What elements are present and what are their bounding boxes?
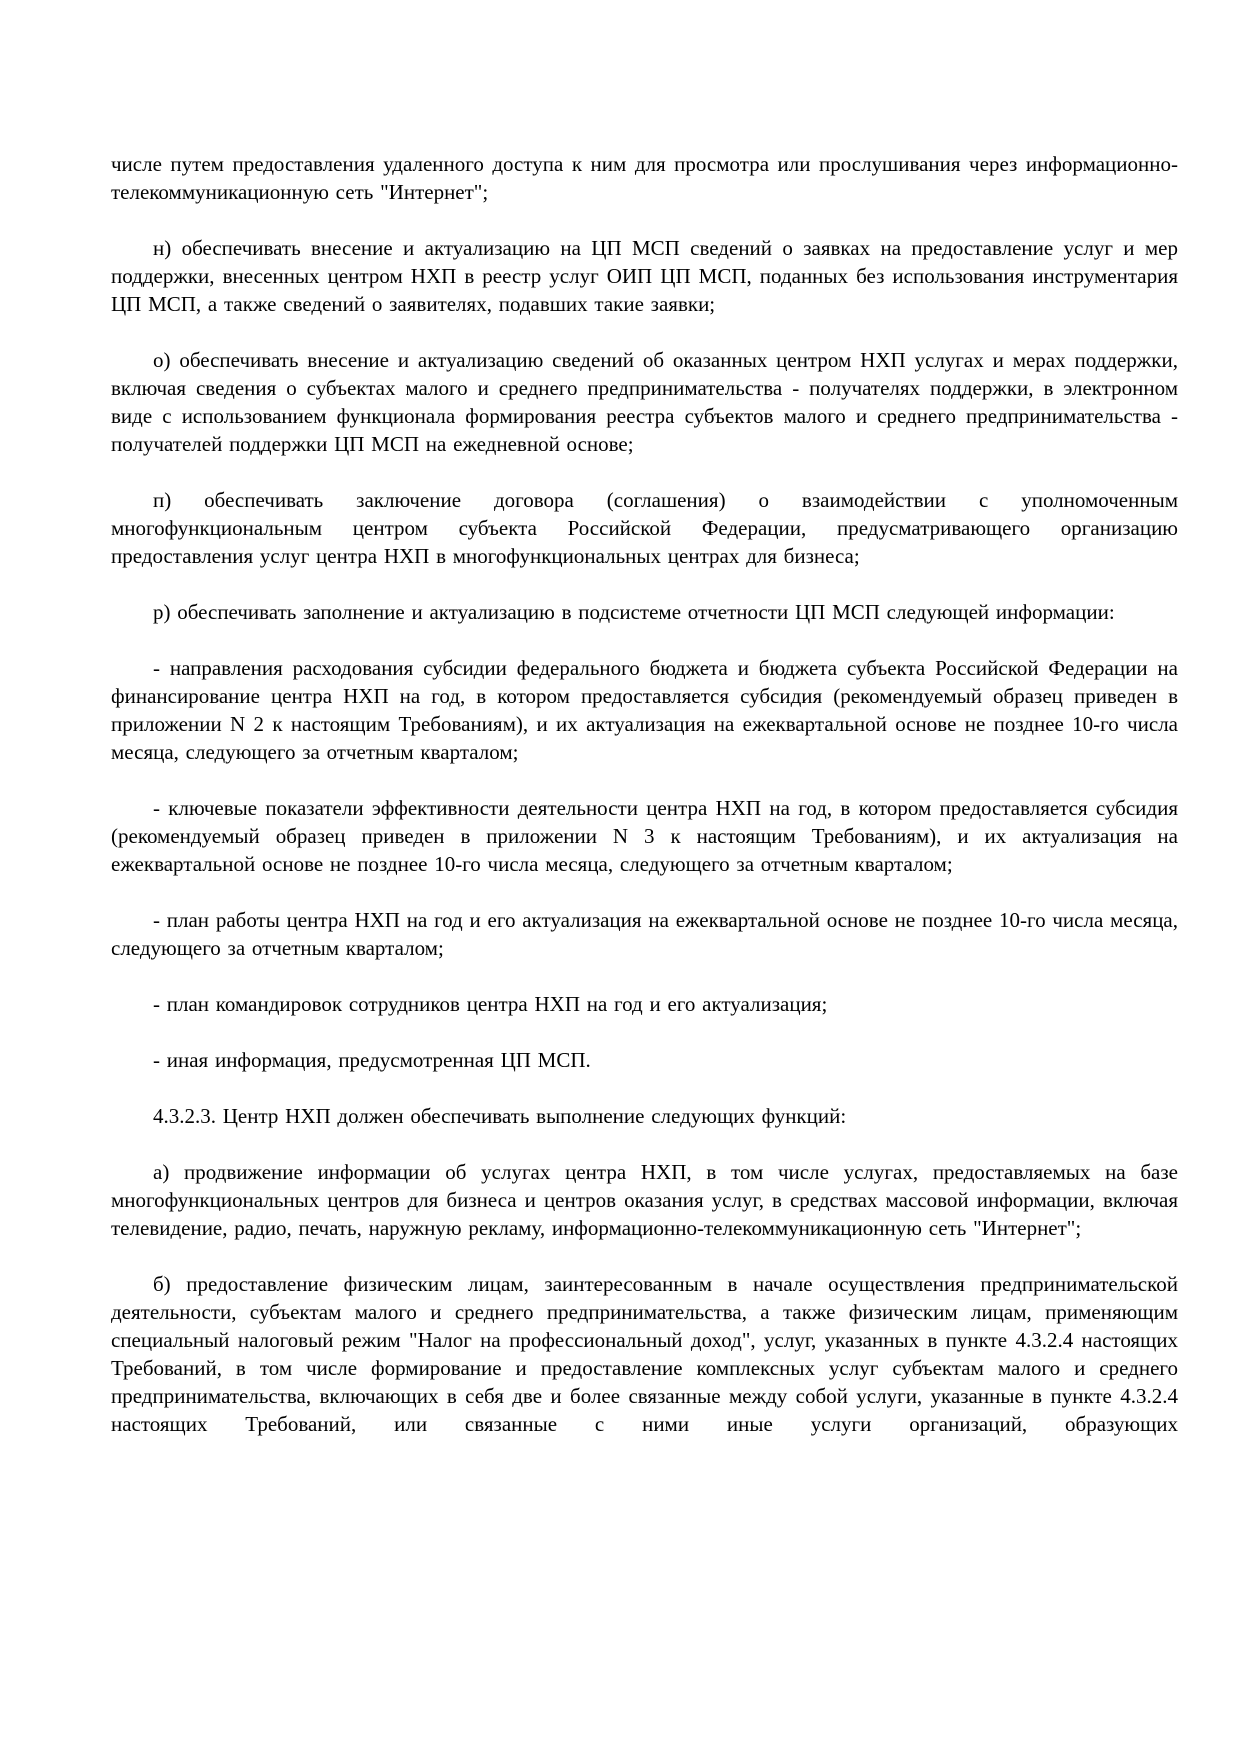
document-paragraph: р) обеспечивать заполнение и актуализацию в подсистеме отчетности ЦП МСП следующей информации:	[153, 600, 1115, 624]
document-paragraph: б) предоставление физическим лицам, заинтересованным в начале осуществления предпринимательской деятельности, субъектам малого и среднего предпринимательства, а также физическим лицам, применяющим специальный налоговый режим "Налог на профессиональный доход", услуг, указанных в пункте 4.3.2.4 настоящих Требований, в том числе формирование и предоставление комплексных услуг субъектам малого и среднего предпринимательства, включающих в себя две и более связанные между собой услуги, указанные в пункте 4.3.2.4 настоящих Требований, или связанные с ними иные услуги организаций, образующих	[111, 1272, 1178, 1436]
document-paragraph: - ключевые показатели эффективности деятельности центра НХП на год, в котором предоставляется субсидия (рекомендуемый образец приведен в приложении N 3 к настоящим Требованиям), и их актуализация на ежеквартальной основе не позднее 10-го числа месяца, следующего за отчетным кварталом;	[111, 796, 1178, 876]
document-paragraph: п) обеспечивать заключение договора (соглашения) о взаимодействии с уполномоченным многофункциональным центром субъекта Российской Федерации, предусматривающего организацию предоставления услуг центра НХП в многофункциональных центрах для бизнеса;	[111, 488, 1178, 568]
document-paragraph: - направления расходования субсидии федерального бюджета и бюджета субъекта Российской Федерации на финансирование центра НХП на год, в котором предоставляется субсидия (рекомендуемый образец приведен в приложении N 2 к настоящим Требованиям), и их актуализация на ежеквартальной основе не позднее 10-го числа месяца, следующего за отчетным кварталом;	[111, 656, 1178, 764]
document-paragraph: - план командировок сотрудников центра НХП на год и его актуализация;	[153, 992, 828, 1016]
document-paragraph: 4.3.2.3. Центр НХП должен обеспечивать выполнение следующих функций:	[153, 1104, 847, 1128]
document-body	[111, 150, 1178, 1438]
document-paragraph: числе путем предоставления удаленного доступа к ним для просмотра или прослушивания через информационно-телекоммуникационную сеть "Интернет";	[111, 152, 1178, 204]
document-paragraph: н) обеспечивать внесение и актуализацию на ЦП МСП сведений о заявках на предоставление услуг и мер поддержки, внесенных центром НХП в реестр услуг ОИП ЦП МСП, поданных без использования инструментария ЦП МСП, а также сведений о заявителях, подавших такие заявки;	[111, 236, 1178, 316]
document-paragraph: - план работы центра НХП на год и его актуализация на ежеквартальной основе не позднее 10-го числа месяца, следующего за отчетным кварталом;	[111, 908, 1178, 960]
document-paragraph: - иная информация, предусмотренная ЦП МСП.	[153, 1048, 591, 1072]
document-paragraph: о) обеспечивать внесение и актуализацию сведений об оказанных центром НХП услугах и мерах поддержки, включая сведения о субъектах малого и среднего предпринимательства - получателях поддержки, в электронном виде с использованием функционала формирования реестра субъектов малого и среднего предпринимательства - получателей поддержки ЦП МСП на ежедневной основе;	[111, 348, 1178, 456]
document-paragraph: а) продвижение информации об услугах центра НХП, в том числе услугах, предоставляемых на базе многофункциональных центров для бизнеса и центров оказания услуг, в средствах массовой информации, включая телевидение, радио, печать, наружную рекламу, информационно-телекоммуникационную сеть "Интернет";	[111, 1160, 1178, 1240]
